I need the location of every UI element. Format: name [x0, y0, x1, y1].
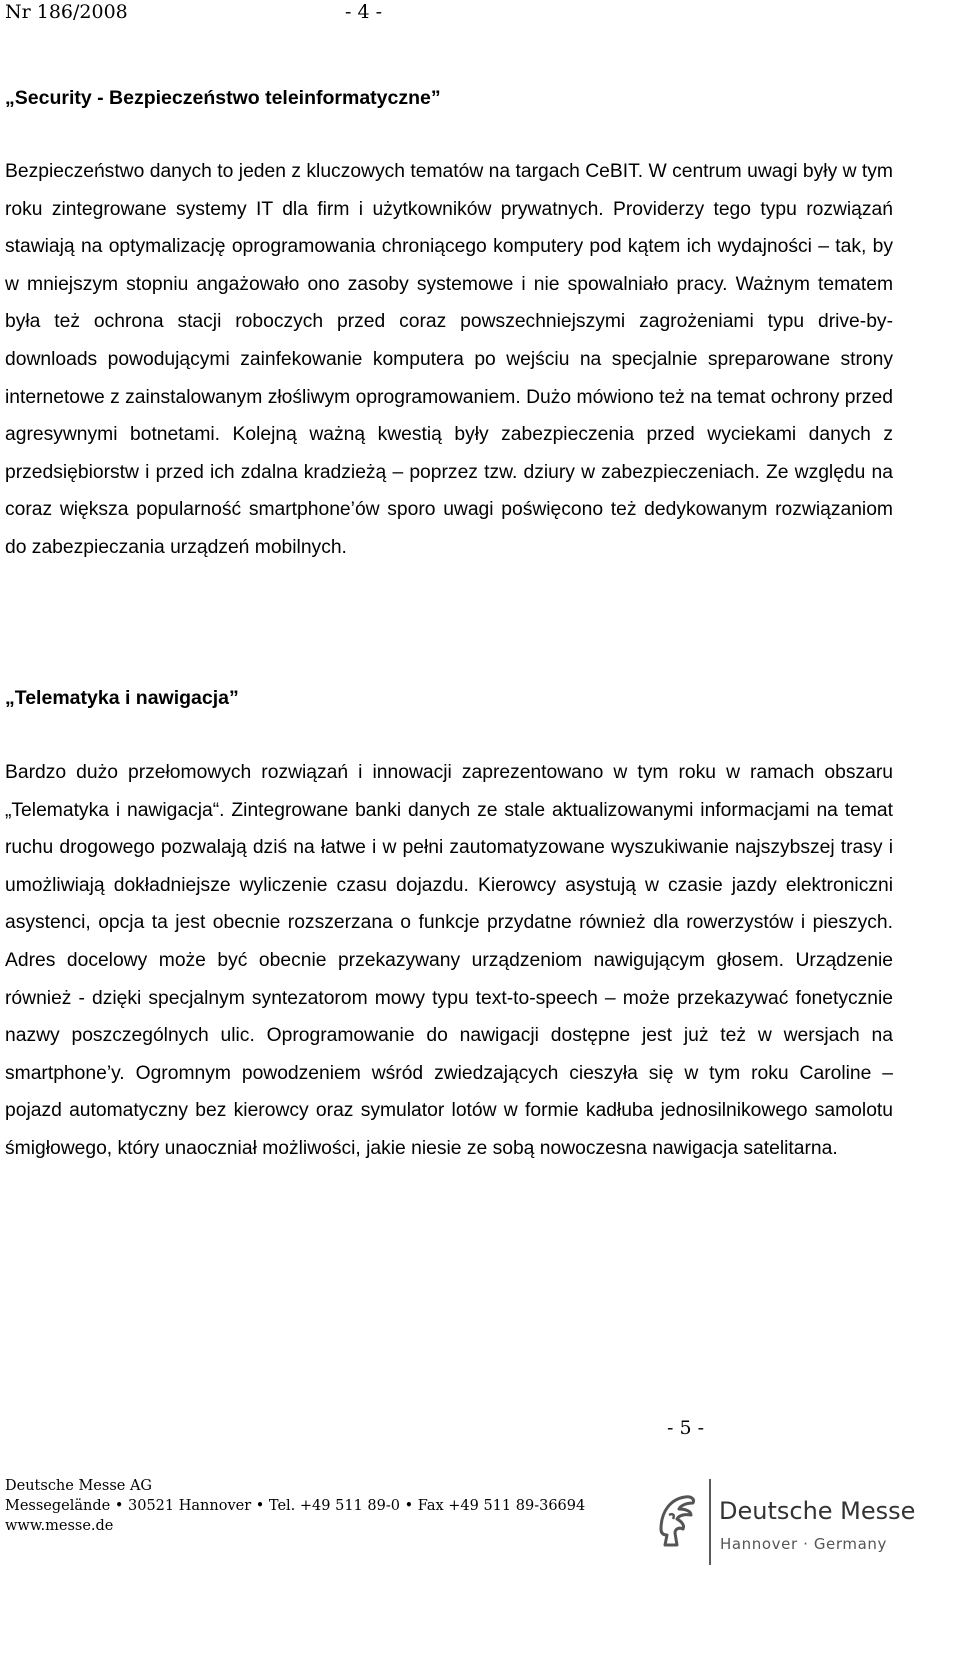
page-number-top: - 4 -: [345, 1, 383, 23]
page-number-bottom: - 5 -: [667, 1417, 705, 1439]
footer-website: www.messe.de: [5, 1518, 114, 1534]
section-body-security: Bezpieczeństwo danych to jeden z kluczowych tematów na targach CeBIT. W centrum uwagi były w tym roku zintegrowane systemy IT dla firm i użytkowników prywatnych. Providerzy tego typu rozwiązań stawiają na optymalizację oprogramowania chroniącego komputery pod kątem ich wydajności – tak, by w mniejszym stopniu angażowało ono zasoby systemowe i nie spowalniało pracy. Ważnym tematem była też ochrona stacji roboczych przed coraz powszechniejszymi zagrożeniami typu drive-by-downloads powodującymi zainfekowanie komputera po wejściu na specjalnie spreparowane strony internetowe z zainstalowanym złośliwym oprogramowaniem. Dużo mówiono też na temat ochrony przed agresywnymi botnetami. Kolejną ważną kwestią były zabezpieczenia przed wyciekami danych z przedsiębiorstw i przed ich zdalna kradzieżą – poprzez tzw. dziury w zabezpieczeniach. Ze względu na coraz większa popularność smartphone’ów sporo uwagi poświęcono też dedykowanym rozwiązaniom do zabezpieczania urządzeń mobilnych.: [5, 161, 893, 558]
logo-subtitle: Hannover · Germany: [720, 1535, 887, 1553]
section-title-telematics: „Telematyka i nawigacja”: [5, 687, 239, 709]
deutsche-messe-logo: [655, 1475, 955, 1569]
issue-number: Nr 186/2008: [5, 1, 128, 23]
footer: [5, 1476, 585, 1536]
logo-divider: [709, 1479, 711, 1565]
hermes-head-icon: [655, 1489, 699, 1551]
footer-address: Messegelände • 30521 Hannover • Tel. +49 511 89-0 • Fax +49 511 89-36694: [5, 1498, 586, 1514]
footer-company: Deutsche Messe AG: [5, 1478, 153, 1494]
section-title-security: „Security - Bezpieczeństwo teleinformatyczne”: [5, 87, 441, 109]
logo-name: Deutsche Messe: [719, 1497, 916, 1525]
section-body-telematics: Bardzo dużo przełomowych rozwiązań i innowacji zaprezentowano w tym roku w ramach obszaru „Telematyka i nawigacja“. Zintegrowane banki danych ze stale aktualizowanymi informacjami na temat ruchu drogowego pozwalają dziś na łatwe i w pełni zautomatyzowane wyszukiwanie najszybszej trasy i umożliwiają dokładniejsze wyliczenie czasu dojazdu. Kierowcy asystują w czasie jazdy elektroniczni asystenci, opcja ta jest obecnie rozszerzana o funkcje przydatne również dla rowerzystów i pieszych. Adres docelowy może być obecnie przekazywany urządzeniom nawigującym głosem. Urządzenie również - dzięki specjalnym syntezatorom mowy typu text-to-speech – może przekazywać fonetycznie nazwy poszczególnych ulic. Oprogramowanie do nawigacji dostępne jest już też w wersjach na smartphone’y. Ogromnym powodzeniem wśród zwiedzających cieszyła się w tym roku Caroline – pojazd automatyczny bez kierowcy oraz symulator lotów w formie kadłuba jednosilnikowego samolotu śmigłowego, który unaoczniał możliwości, jakie niesie ze sobą nowoczesna nawigacja satelitarna.: [5, 762, 893, 1159]
